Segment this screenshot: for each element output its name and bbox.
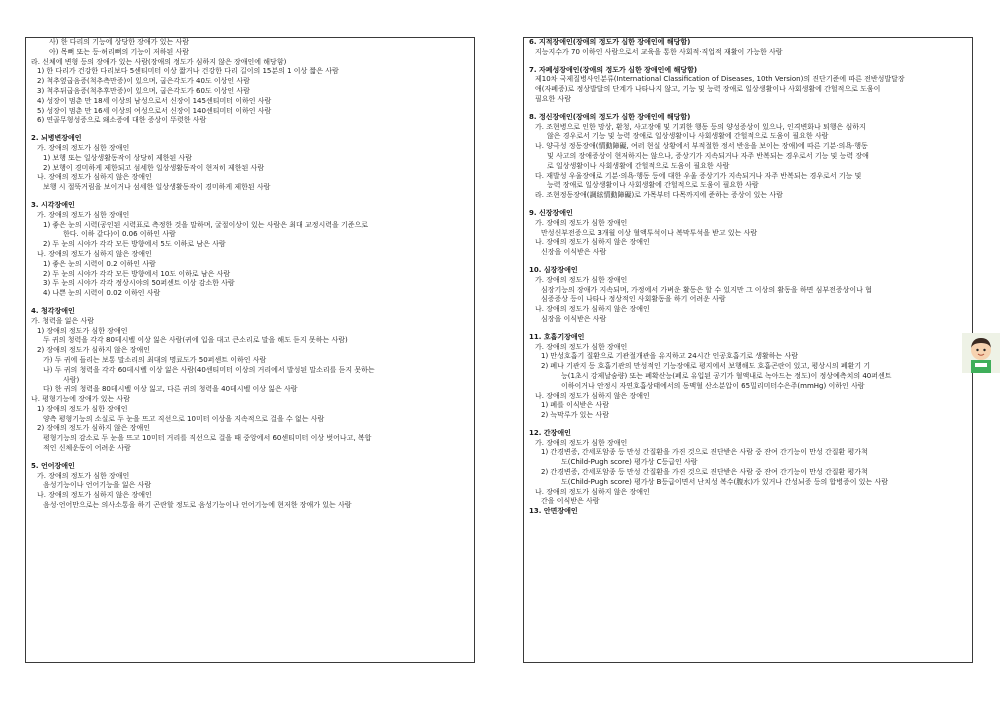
section-spacer [529,258,967,266]
section-spacer [31,454,469,462]
text-line: 4) 성장이 멈춘 만 18세 이상의 남성으로서 신장이 145센티미터 이하인 사람 [37,96,272,105]
section-heading: 2. 뇌병변장애인 [31,134,82,143]
text-line: 간을 이식받은 사람 [541,497,600,506]
text-line: 6) 연골무형성증으로 왜소증에 대한 증상이 뚜렷한 사람 [37,116,207,125]
text-line: 능력 장애로 일상생활이나 사회생활에 간헐적으로 도움이 필요한 사람 [547,181,759,190]
section-heading: 11. 호흡기장애인 [529,332,585,341]
text-line: 신장을 이식받은 사람 [541,248,607,257]
text-line: 나. 평형기능에 장애가 있는 사람 [31,395,131,404]
section-heading: 13. 안면장애인 [529,507,578,516]
text-line: 1) 장애의 정도가 심한 장애인 [37,326,128,335]
text-line: 애(자폐증)로 정상발달의 단계가 나타나지 않고, 기능 및 능력 장애로 일상생활이나 사회생활에 간헐적으로 도움이 [535,85,881,94]
text-line: 1) 간경변증, 간세포암종 등 만성 간질환을 가진 것으로 진단받은 사람 중 잔여 간기능이 만성 간질환 평가척 [541,448,868,457]
text-line: 가. 장애의 정도가 심한 장애인 [535,218,628,227]
text-line: 음성·언어만으로는 의사소통을 하기 곤란할 정도로 음성기능이나 언어기능에 현저한 장애가 있는 사람 [43,501,352,510]
text-line: 심증증상 등이 나타나 정상적인 사회활동을 하기 어려운 사람 [541,295,726,304]
text-line: 나. 장애의 정도가 심하지 않은 장애인 [535,391,650,400]
section-spacer [529,201,967,209]
text-line: 1) 한 다리가 건강한 다리보다 5센티미터 이상 짧거나 건강한 다리 길이의 15분의 1 이상 짧은 사람 [37,67,339,76]
text-line: 라. 조현정동장애(調絃情動障礙)로 가목부터 다목까지에 준하는 증상이 있는 사람 [535,191,783,200]
text-line: 2) 장애의 정도가 심하지 않은 장애인 [37,346,150,355]
text-line: 라. 신체에 변형 등의 장애가 있는 사람(장애의 정도가 심하지 않은 장애인에 해당함) [31,57,287,66]
text-line: 2) 늑막루가 있는 사람 [541,411,609,420]
section-heading: 3. 시각장애인 [31,200,75,209]
text-line: 나. 장애의 정도가 심하지 않은 장애인 [37,249,152,258]
text-line: 가. 장애의 정도가 심한 장애인 [37,210,130,219]
text-line: 1) 장애의 정도가 심한 장애인 [37,404,128,413]
text-line: 사람) [63,375,80,384]
section-heading: 12. 간장애인 [529,428,571,437]
text-line: 나. 장애의 정도가 심하지 않은 장애인 [37,491,152,500]
text-line: 가) 두 귀에 들리는 보통 말소리의 최대의 명료도가 50퍼센트 이하인 사람 [43,355,267,364]
text-line: 도(Child-Pugh score) 평가상 C등급인 사람 [561,458,698,467]
section-spacer [529,325,967,333]
text-line: 아) 목뼈 또는 등·허리뼈의 기능이 저하된 사람 [49,47,190,56]
text-line: 1) 좋은 눈의 시력(공인된 시력표로 측정한 것을 말하며, 굴절이상이 있는 사람은 최대 교정시력을 기준으로 [43,220,369,229]
text-line: 두 귀의 청력을 각각 80데시벨 이상 잃은 사람(귀에 입을 대고 큰소리로 말을 해도 듣지 못하는 사람) [43,336,348,345]
text-line: 양측 평형기능의 소실로 두 눈을 뜨고 직선으로 10미터 이상을 지속적으로 걸을 수 없는 사람 [43,414,325,423]
section-heading: 4. 청각장애인 [31,306,75,315]
section-heading: 6. 지적장애인(장애의 정도가 심한 장애인에 해당함) [529,38,691,46]
text-line: 사) 한 다리의 기능에 상당한 장애가 있는 사람 [49,38,190,46]
section-heading: 9. 신장장애인 [529,208,573,217]
text-line: 나. 장애의 정도가 심하지 않은 장애인 [535,305,650,314]
right-page-column [523,37,973,663]
text-line: 나. 양극성 정동장애(情動障礙, 여러 현실 상황에서 부적절한 정서 반응을 보이는 장애)에 따른 기분·의욕·행동 [535,142,868,151]
text-line: 이하이거나 안정시 자연호흡상태에서의 동맥혈 산소분압이 65밀리미터수은주(mmHg) 이하인 사람 [561,381,865,390]
section-spacer [31,193,469,201]
text-line: 지능지수가 70 이하인 사람으로서 교육을 통한 사회적·직업적 재활이 가능한 사람 [535,47,783,56]
section-heading: 8. 정신장애인(장애의 정도가 심한 장애인에 해당함) [529,112,691,121]
text-line: 가. 장애의 정도가 심한 장애인 [535,438,628,447]
text-line: 심장기능의 장애가 지속되며, 가정에서 가벼운 활동은 할 수 있지만 그 이상의 활동을 하면 심부전증상이나 협 [541,285,872,294]
text-line: 다) 한 귀의 청력을 80데시벨 이상 잃고, 다른 귀의 청력을 40데시벨 이상 잃은 사람 [43,385,298,394]
text-line: 1) 만성호흡기 질환으로 기관절개관을 유지하고 24시간 인공호흡기로 생활하는 사람 [541,352,799,361]
text-line: 2) 두 눈의 시야가 각각 모든 방향에서 10도 이하로 남은 사람 [43,269,231,278]
text-line: 가. 조현병으로 인한 망상, 환청, 사고장애 및 기괴한 행동 등의 양성증상이 있으나, 인격변화나 퇴행은 심하지 [535,122,866,131]
text-line: 2) 장애의 정도가 심하지 않은 장애인 [37,424,150,433]
section-heading: 5. 언어장애인 [31,461,75,470]
text-line: 2) 척추옆굽음증(척추측만증)이 있으며, 굽은각도가 40도 이상인 사람 [37,77,250,86]
text-line: 1) 폐를 이식받은 사람 [541,401,609,410]
text-line: 2) 두 눈의 시야가 각각 모든 방향에서 5도 이하로 남은 사람 [43,240,226,249]
text-line: 2) 간경변증, 간세포암종 등 만성 간질환을 가진 것으로 진단받은 사람 중 잔여 간기능이 만성 간질환 평가척 [541,468,868,477]
text-line: 1) 좋은 눈의 시력이 0.2 이하인 사람 [43,259,156,268]
text-line: 3) 척추뒤굽음증(척추후만증)이 있으며, 굽은각도가 60도 이상인 사람 [37,86,250,95]
text-line: 로 일상생활이나 사회생활에 간헐적으로 도움이 필요한 사람 [547,161,730,170]
section-spacer [529,105,967,113]
text-line: 음성기능이나 언어기능을 잃은 사람 [43,481,152,490]
section-spacer [31,126,469,134]
text-line: 만성신부전증으로 3개월 이상 혈액투석이나 복막투석을 받고 있는 사람 [541,228,758,237]
text-line: 도(Child-Pugh score) 평가상 B등급이면서 난치성 복수(腹水)가 있거나 간성뇌증 등의 합병증이 있는 사람 [561,477,888,486]
text-line: 가. 장애의 정도가 심한 장애인 [535,275,628,284]
text-line: 가. 장애의 정도가 심한 장애인 [535,342,628,351]
text-line: 5) 성장이 멈춘 만 16세 이상의 여성으로서 신장이 140센티미터 이하인 사람 [37,106,272,115]
avatar-face-icon [962,333,1000,373]
section-spacer [31,299,469,307]
text-line: 나. 장애의 정도가 심하지 않은 장애인 [37,173,152,182]
text-line: 가. 청력을 잃은 사람 [31,316,94,325]
text-line: 다. 재발성 우울장애로 기분·의욕·행동 등에 대한 우울 증상기가 지속되거나 자주 반복되는 경우로서 기능 및 [535,171,862,180]
text-line: 능(1초시 강제날숨량) 또는 폐확산능(폐로 유입된 공기가 혈액내로 녹아드는 정도)이 정상예측치의 40퍼센트 [561,371,892,380]
assistant-avatar[interactable] [962,333,1000,373]
text-line: 적인 신체운동이 어려운 사람 [43,444,131,453]
text-line: 2) 보행이 경미하게 제한되고 섬세한 일상생활동작이 현저히 제한된 사람 [43,163,265,172]
text-line: 1) 보행 또는 일상생활동작이 상당히 제한된 사람 [43,153,193,162]
text-line: 2) 폐나 기관지 등 호흡기관의 만성적인 기능장애로 평지에서 보행해도 호흡곤란이 있고, 평상시의 폐환기 기 [541,362,871,371]
text-line: 제10차 국제질병사인분류(International Classification of Diseases, 10th Version)의 진단기준에 따른 전반성발달장 [535,75,905,84]
text-line: 필요한 사람 [535,94,572,103]
section-spacer [529,421,967,429]
section-heading: 7. 자폐성장애인(장애의 정도가 심한 장애인에 해당함) [529,65,698,74]
text-line: 나. 장애의 정도가 심하지 않은 장애인 [535,238,650,247]
text-line: 심장을 이식받은 사람 [541,314,607,323]
section-spacer [529,58,967,66]
left-page-column [25,37,475,663]
text-line: 나) 두 귀의 청력을 각각 60데시벨 이상 잃은 사람(40센티미터 이상의 거리에서 발성된 말소리를 듣지 못하는 [43,365,375,374]
text-line: 나. 장애의 정도가 심하지 않은 장애인 [535,487,650,496]
section-heading: 10. 심장장애인 [529,265,578,274]
text-line: 가. 장애의 정도가 심한 장애인 [37,143,130,152]
text-line: 평형기능의 감소로 두 눈을 뜨고 10미터 거리를 직선으로 걸을 때 중앙에서 60센티미터 이상 벗어나고, 복합 [43,434,372,443]
text-line: 및 사고의 장애증상이 현저하지는 않으나, 증상기가 지속되거나 자주 반복되는 경우로서 기능 및 능력 장애 [547,151,869,160]
text-line: 4) 나쁜 눈의 시력이 0.02 이하인 사람 [43,289,161,298]
text-line: 않은 경우로서 기능 및 능력 장애로 일상생활이나 사회생활에 간헐적으로 도움이 필요한 사람 [547,132,829,141]
text-line: 보행 시 절뚝거림을 보이거나 섬세한 일상생활동작이 경미하게 제한된 사람 [43,183,271,192]
text-line: 3) 두 눈의 시야가 각각 정상시야의 50퍼센트 이상 감소한 사람 [43,279,235,288]
text-line: 한다. 이하 같다)이 0.06 이하인 사람 [63,230,176,239]
text-line: 가. 장애의 정도가 심한 장애인 [37,471,130,480]
